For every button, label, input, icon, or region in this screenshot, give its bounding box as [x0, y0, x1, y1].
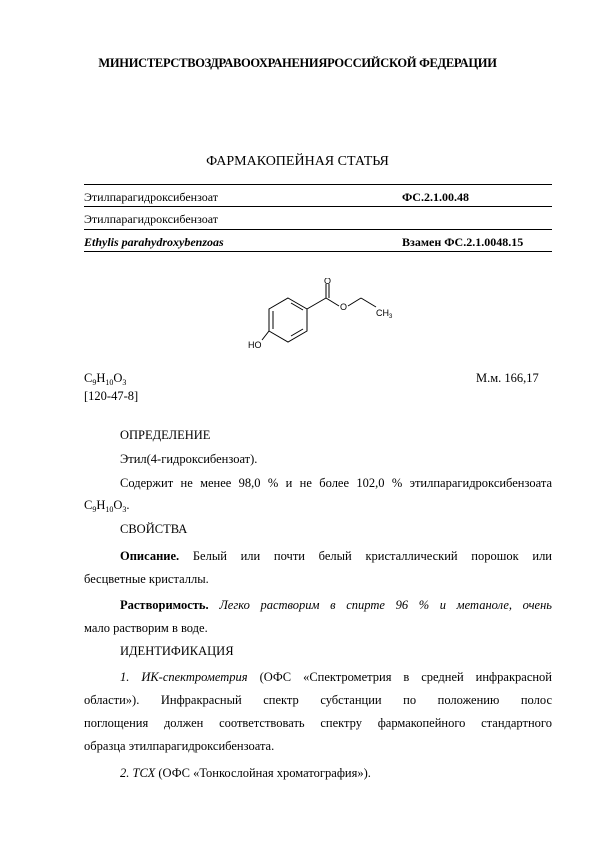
solubility-label: Растворимость. [120, 598, 209, 612]
name-ru-1: Этилпарагидроксибензоат [84, 190, 219, 204]
header-rule-2 [84, 229, 552, 230]
solubility-text-1: Легко растворим в спирте 96 % и метаноле, очень [219, 598, 552, 612]
molecular-formula: $C_9H_{10}O_3$ [84, 371, 127, 387]
atom-o-carbonyl: O [324, 278, 332, 286]
ring-double-bond-1 [291, 303, 303, 310]
group-ch3-sub: 3 [389, 314, 393, 320]
header-rule-bottom [84, 251, 552, 252]
bond-o-ch2 [348, 298, 361, 306]
description-paragraph [84, 545, 552, 591]
monograph-code: ФС.2.1.00.48 [402, 190, 469, 204]
properties-heading: СВОЙСТВА [120, 522, 188, 536]
ir-paragraph [84, 666, 552, 758]
header-rule-top [84, 184, 552, 185]
name-latin: Ethylis parahydroxybenzoas [84, 235, 224, 249]
ir-text-2: области»). Инфракрасный спектр субстанции по положению полос [84, 693, 552, 707]
atom-o-ester: O [340, 302, 348, 312]
replaces-code: Взамен ФС.2.1.0048.15 [402, 235, 524, 249]
ir-text-4: образца этилпарагидроксибензоата. [84, 739, 275, 753]
ring-double-bond-2 [291, 329, 303, 336]
tlc-text: (ОФС «Тонкослойная хроматография»). [155, 766, 371, 780]
tlc-paragraph [84, 762, 552, 785]
benzene-ring [269, 298, 307, 342]
definition-line-1: Этил(4-гидроксибензоат). [120, 452, 258, 466]
ministry-heading: МИНИСТЕРСТВОЗДРАВООХРАНЕНИЯРОССИЙСКОЙ ФЕДЕРАЦИИ [98, 56, 497, 70]
bond-ch2-ch3 [361, 298, 376, 307]
ir-label: 1. ИК-спектрометрия [120, 670, 248, 684]
description-text-2: бесцветные кристаллы. [84, 572, 209, 586]
tlc-label: 2. ТСХ [120, 766, 156, 780]
identification-heading: ИДЕНТИФИКАЦИЯ [120, 644, 234, 658]
bond-ring-oh [262, 331, 269, 340]
description-label: Описание. [120, 549, 180, 563]
group-ch3: CH [376, 308, 389, 318]
benzene-ester-structure [240, 278, 400, 358]
header-rule-1 [84, 206, 552, 207]
structural-formula [240, 278, 400, 363]
group-ho: HO [248, 340, 262, 350]
solubility-paragraph [84, 594, 552, 640]
solubility-text-2: мало растворим в воде. [84, 621, 208, 635]
name-ru-2: Этилпарагидроксибензоат [84, 212, 219, 226]
description-text-1: Белый или почти белый кристаллический порошок или [192, 549, 552, 563]
molecular-weight: М.м. 166,17 [476, 371, 539, 385]
article-title: ФАРМАКОПЕЙНАЯ СТАТЬЯ [206, 154, 389, 169]
ir-text-3: поглощения должен соответствовать спектру фармакопейного стандартного [84, 716, 552, 730]
definition-heading: ОПРЕДЕЛЕНИЕ [120, 428, 211, 442]
definition-formula: $C_9H_{10}O_3$. [84, 498, 130, 514]
definition-line-2: Содержит не менее 98,0 % и не более 102,0 % этилпарагидроксибензоата [120, 476, 552, 490]
bond-ring-carbonyl [307, 298, 326, 309]
ir-text-1: (ОФС «Спектрометрия в средней инфракрасной [247, 670, 552, 684]
cas-number: [120-47-8] [84, 389, 139, 403]
bond-ester-o [326, 298, 339, 306]
